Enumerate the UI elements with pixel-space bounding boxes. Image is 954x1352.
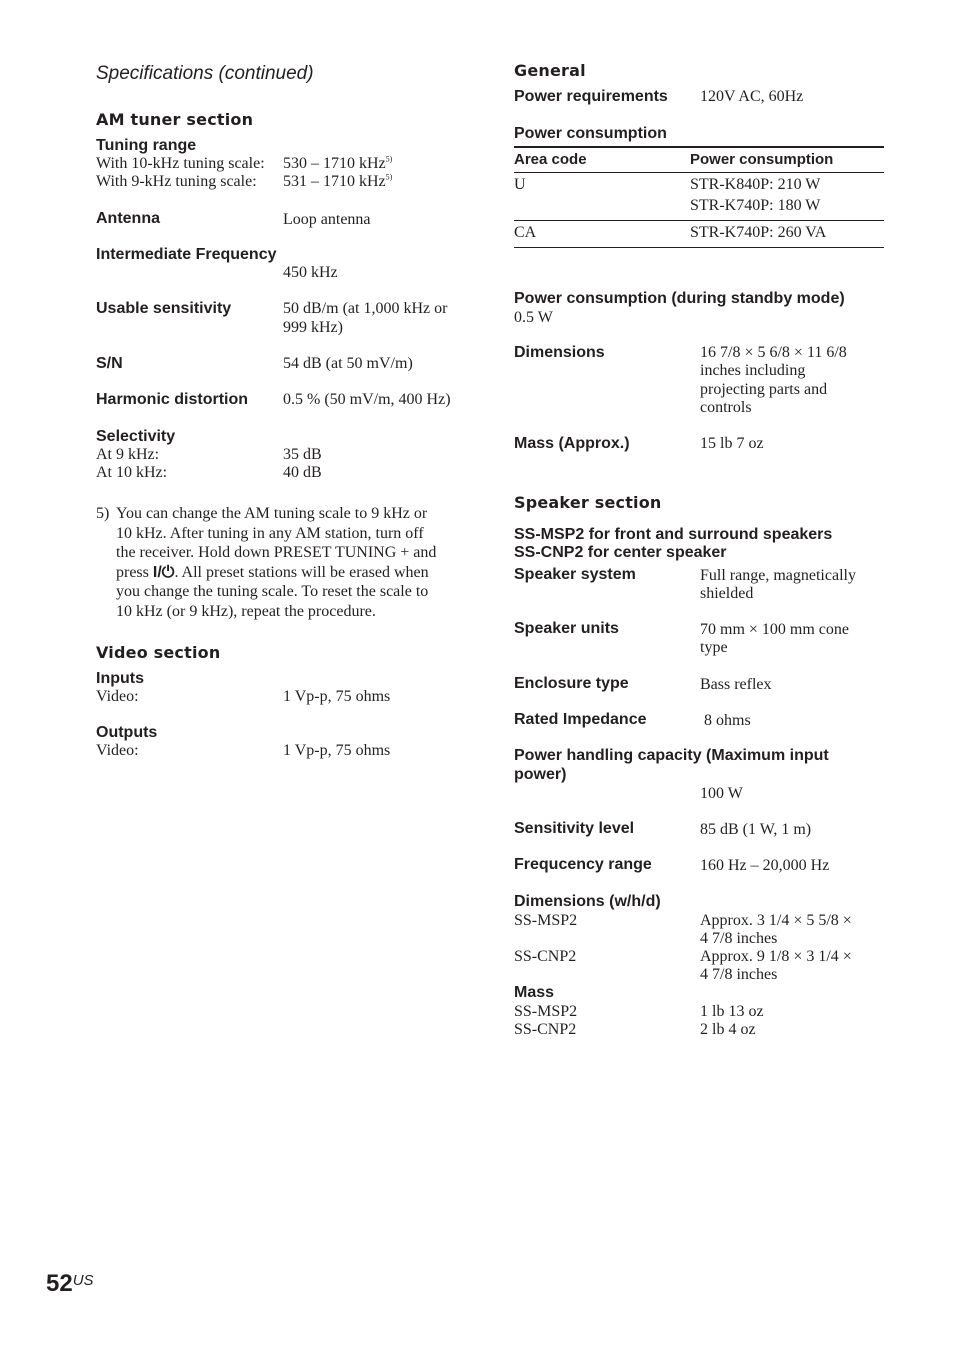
table-row-value: STR-K740P: 180 W	[690, 197, 821, 214]
dimensions-value: controls	[700, 399, 752, 416]
inputs-label: Inputs	[96, 670, 144, 687]
page-title: Specifications (continued)	[96, 63, 314, 84]
antenna-label: Antenna	[96, 210, 160, 227]
standby-label: Power consumption (during standby mode)	[514, 290, 845, 307]
outputs-video-value: 1 Vp-p, 75 ohms	[283, 742, 391, 759]
selectivity-9-label: At 9 kHz:	[96, 446, 160, 463]
page-number-suffix: US	[72, 1272, 94, 1289]
standby-value: 0.5 W	[514, 309, 553, 326]
mass-msp2-value: 1 lb 13 oz	[700, 1003, 764, 1020]
mass-value: 15 lb 7 oz	[700, 435, 764, 452]
dims-msp2-label: SS-MSP2	[514, 912, 578, 929]
power-handling-value: 100 W	[700, 785, 743, 802]
speaker-system-value: Full range, magnetically	[700, 567, 856, 584]
selectivity-10-value: 40 dB	[283, 464, 322, 481]
if-label: Intermediate Frequency	[96, 246, 277, 263]
dimensions-value: inches including	[700, 362, 806, 379]
dimensions-label: Dimensions	[514, 344, 605, 361]
power-requirements-value: 120V AC, 60Hz	[700, 88, 804, 105]
if-value: 450 kHz	[283, 264, 338, 281]
dims-cnp2-label: SS-CNP2	[514, 948, 577, 965]
dims-cnp2-value: Approx. 9 1/8 × 3 1/4 ×	[700, 948, 852, 965]
selectivity-label: Selectivity	[96, 428, 176, 445]
speaker-system-value: shielded	[700, 585, 754, 602]
footnote-line: the receiver. Hold down PRESET TUNING + and	[116, 544, 437, 561]
footnote-line: press I/⏻. All preset stations will be erased when	[116, 563, 429, 581]
mass-cnp2-label: SS-CNP2	[514, 1021, 577, 1038]
mass-label: Mass (Approx.)	[514, 435, 630, 452]
sensitivity-level-value: 85 dB (1 W, 1 m)	[700, 821, 812, 838]
selectivity-9-value: 35 dB	[283, 446, 322, 463]
tuning-range-label: Tuning range	[96, 137, 197, 154]
footnote-text	[116, 504, 476, 621]
outputs-label: Outputs	[96, 724, 158, 741]
footnote-line: you change the tuning scale. To reset the scale to	[116, 583, 429, 600]
speaker-mass-label: Mass	[514, 984, 555, 1001]
table-row-area: U	[514, 176, 526, 193]
page-number	[46, 1270, 94, 1298]
table-bottom-rule	[514, 247, 884, 248]
power-consumption-label: Power consumption	[514, 125, 667, 142]
selectivity-10-label: At 10 kHz:	[96, 464, 168, 481]
inputs-video-value: 1 Vp-p, 75 ohms	[283, 688, 391, 705]
power-requirements-label: Power requirements	[514, 88, 668, 105]
dims-cnp2-value: 4 7/8 inches	[700, 966, 778, 983]
footnote-marker: 5)	[96, 505, 110, 522]
sn-label: S/N	[96, 355, 123, 372]
frequency-range-label: Frequcency range	[514, 856, 652, 873]
footnote-ref: 5)	[385, 154, 393, 164]
dimensions-value: 16 7/8 × 5 6/8 × 11 6/8	[700, 344, 847, 361]
dimensions-value: projecting parts and	[700, 381, 828, 398]
table-header-rule	[514, 172, 884, 173]
power-handling-label: power)	[514, 766, 567, 783]
tuning-10-label: With 10-kHz tuning scale:	[96, 155, 265, 172]
mass-msp2-label: SS-MSP2	[514, 1003, 578, 1020]
table-header-area: Area code	[514, 151, 587, 168]
sensitivity-level-label: Sensitivity level	[514, 820, 635, 837]
table-row-value: STR-K740P: 260 VA	[690, 224, 827, 241]
sensitivity-value-1: 50 dB/m (at 1,000 kHz or	[283, 300, 448, 317]
dims-msp2-value: Approx. 3 1/4 × 5 5/8 ×	[700, 912, 852, 929]
sn-value: 54 dB (at 50 mV/m)	[283, 355, 413, 372]
footnote-ref: 5)	[385, 172, 393, 182]
sensitivity-value-2: 999 kHz)	[283, 319, 343, 336]
speaker-units-value: 70 mm × 100 mm cone	[700, 621, 850, 638]
video-section-heading: Video section	[96, 643, 221, 662]
table-header-consumption: Power consumption	[690, 151, 834, 168]
footnote-line: 10 kHz (or 9 kHz), repeat the procedure.	[116, 602, 376, 620]
footnote-line: 10 kHz. After tuning in any AM station, turn off	[116, 524, 424, 542]
speaker-system-label: Speaker system	[514, 566, 636, 583]
speaker-dimensions-label: Dimensions (w/h/d)	[514, 893, 661, 910]
tuning-9-label: With 9-kHz tuning scale:	[96, 173, 257, 190]
speaker-section-heading: Speaker section	[514, 493, 662, 512]
table-row-value: STR-K840P: 210 W	[690, 176, 821, 193]
harmonic-distortion-label: Harmonic distortion	[96, 391, 249, 408]
tuning-9-value: 531 – 1710 kHz$^{5)}$	[283, 172, 393, 190]
enclosure-type-label: Enclosure type	[514, 675, 629, 692]
am-section-heading: AM tuner section	[96, 110, 254, 129]
table-row-rule	[514, 220, 884, 221]
power-handling-label: Power handling capacity (Maximum input	[514, 747, 829, 764]
rated-impedance-label: Rated Impedance	[514, 711, 647, 728]
sensitivity-label: Usable sensitivity	[96, 300, 232, 317]
mass-cnp2-value: 2 lb 4 oz	[700, 1021, 756, 1038]
antenna-value: Loop antenna	[283, 211, 371, 228]
enclosure-type-value: Bass reflex	[700, 676, 772, 693]
footnote-line: You can change the AM tuning scale to 9 kHz or	[116, 505, 428, 522]
harmonic-distortion-value: 0.5 % (50 mV/m, 400 Hz)	[283, 391, 451, 408]
frequency-range-value: 160 Hz – 20,000 Hz	[700, 857, 830, 874]
speaker-units-value: type	[700, 639, 728, 656]
speaker-models-line: SS-CNP2 for center speaker	[514, 544, 727, 561]
speaker-units-label: Speaker units	[514, 620, 619, 637]
dims-msp2-value: 4 7/8 inches	[700, 930, 778, 947]
inputs-video-label: Video:	[96, 688, 139, 705]
table-row-area: CA	[514, 224, 537, 241]
power-icon: I/⏻	[152, 563, 175, 581]
speaker-models-line: SS-MSP2 for front and surround speakers	[514, 526, 833, 543]
table-top-rule	[514, 146, 884, 148]
general-section-heading: General	[514, 61, 586, 80]
tuning-10-value: 530 – 1710 kHz$^{5)}$	[283, 154, 393, 172]
rated-impedance-value: 8 ohms	[704, 712, 751, 729]
page-number-value: 52	[46, 1270, 73, 1297]
outputs-video-label: Video:	[96, 742, 139, 759]
